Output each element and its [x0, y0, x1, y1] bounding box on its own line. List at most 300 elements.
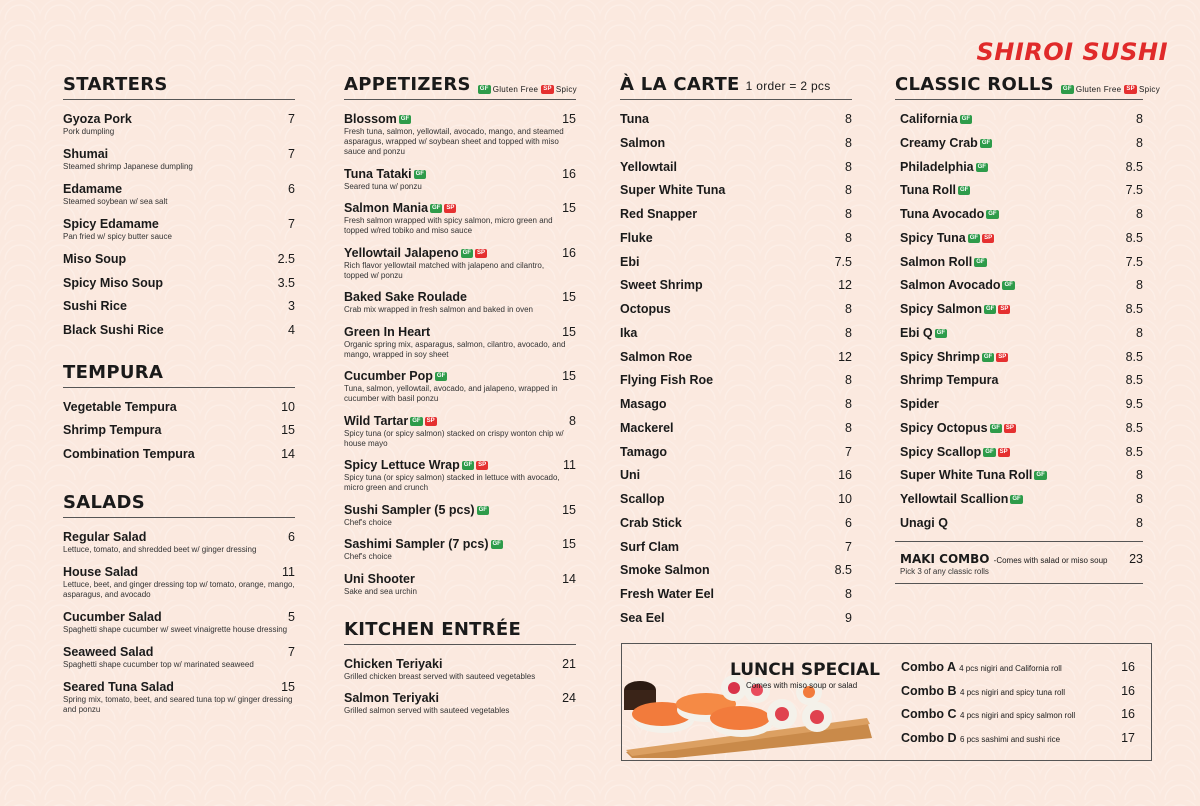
item-name-wrap [900, 255, 987, 270]
item-name: Chicken Teriyaki [344, 656, 443, 671]
item-price: 14 [281, 446, 295, 461]
item-price: 9.5 [1125, 397, 1143, 411]
section-title: STARTERS [63, 74, 295, 100]
menu-item [344, 657, 576, 682]
item-name-wrap [620, 207, 697, 222]
menu-item-row [620, 445, 852, 460]
item-name: Gyoza Pork [63, 112, 132, 126]
item-name-wrap [63, 299, 127, 314]
item-price: 8.5 [1125, 230, 1143, 245]
menu-item [344, 414, 576, 449]
item-name: Shumai [63, 147, 109, 161]
item-name: Ebi [620, 254, 640, 269]
section-title: TEMPURA [63, 362, 295, 388]
item-price: 8.5 [1125, 302, 1143, 316]
item-name: Salmon Roe [620, 349, 693, 364]
menu-item-row [344, 325, 576, 340]
item-name-wrap [900, 397, 939, 412]
combo-name: Combo B [901, 683, 957, 698]
item-name-wrap [63, 147, 108, 162]
spicy-badge: SP [1000, 306, 1009, 313]
item-price: 8.5 [1125, 349, 1143, 364]
item-price: 6 [288, 529, 295, 544]
menu-item-row [63, 147, 295, 162]
menu-item [344, 572, 576, 597]
menu-item [900, 183, 1143, 198]
item-name-wrap [900, 278, 1015, 293]
menu-item [620, 540, 852, 555]
menu-item [63, 252, 295, 267]
item-price: 7 [288, 147, 295, 161]
item-description: Seared tuna w/ ponzu [344, 181, 422, 191]
item-name-wrap [344, 414, 437, 429]
item-name-wrap [620, 611, 664, 626]
item-name-wrap [620, 587, 714, 602]
lunch-combo-list [901, 660, 1135, 754]
item-name: Salmon Avocado [900, 278, 1001, 293]
item-name: Sweet Shrimp [620, 278, 703, 293]
item-name-wrap [620, 397, 667, 412]
menu-item-row [620, 231, 852, 246]
item-name-wrap [344, 657, 442, 672]
menu-item-row [344, 503, 576, 518]
spicy-badge: SP [999, 448, 1008, 455]
lunch-combo-item [901, 684, 1135, 699]
item-name-wrap [620, 160, 677, 175]
item-name: Yellowtail Scallion [900, 492, 1009, 506]
item-price: 8 [845, 112, 852, 126]
item-description: Pick 3 of any classic rolls [900, 566, 989, 576]
item-name-wrap [900, 231, 994, 246]
menu-item-row [900, 373, 1143, 388]
gluten-free-badge: GF [976, 258, 985, 265]
item-name-wrap [344, 458, 488, 473]
item-price: 15 [562, 502, 576, 517]
item-name-wrap [620, 302, 671, 317]
menu-item [63, 147, 295, 172]
item-price: 16 [562, 166, 576, 181]
item-name: Edamame [63, 182, 123, 196]
item-name: Blossom [344, 112, 397, 126]
menu-item-row [900, 183, 1143, 198]
item-price: 7.5 [1125, 183, 1143, 198]
gluten-free-badge: GF [415, 170, 424, 177]
menu-item-row [344, 201, 576, 216]
menu-item-row [63, 645, 295, 660]
item-name-wrap [620, 563, 710, 578]
menu-item [900, 373, 1143, 388]
item-name-wrap [620, 540, 679, 555]
gluten-free-badge: GF [977, 163, 986, 170]
item-name-wrap [900, 112, 972, 127]
section-title: À LA CARTE [620, 74, 740, 95]
item-name: Sashimi Sampler (7 pcs) [344, 537, 489, 551]
gluten-free-badge: GF [960, 187, 969, 194]
legend-label: Gluten Free [1075, 85, 1122, 94]
menu-item [900, 445, 1143, 460]
item-description: Tuna, salmon, yellowtail, avocado, and jalapeno, wrapped in cucumber with basil ponzu [344, 384, 558, 403]
item-name: Masago [620, 397, 667, 411]
item-name-wrap [900, 445, 1010, 460]
item-name: Smoke Salmon [620, 563, 710, 578]
item-name: Tuna [620, 112, 649, 126]
item-description: Spicy tuna (or spicy salmon) stacked in lettuce with avocado, micro green and crunch [344, 473, 560, 492]
item-name: Miso Soup [63, 252, 127, 266]
menu-item-row [900, 255, 1143, 270]
item-price: 8 [1136, 492, 1143, 506]
item-name-wrap [344, 503, 489, 518]
item-name: Cucumber Pop [344, 369, 433, 383]
menu-item [344, 458, 576, 493]
gluten-free-badge: GF [432, 205, 441, 212]
menu-item [900, 160, 1143, 175]
gluten-free-badge: GF [462, 249, 471, 256]
lunch-combo-item [901, 731, 1135, 746]
menu-item-row [620, 421, 852, 436]
menu-item-row [63, 447, 295, 462]
item-price: 15 [562, 112, 576, 126]
section-title-row [344, 74, 576, 100]
item-name-wrap [344, 691, 439, 706]
menu-item [620, 231, 852, 246]
item-name: Combination Tempura [63, 446, 195, 461]
menu-item [900, 302, 1143, 317]
item-price: 15 [562, 537, 576, 551]
gluten-free-badge: GF [478, 506, 487, 513]
menu-item [63, 217, 295, 242]
section-title: CLASSIC ROLLS [895, 74, 1054, 95]
item-name: Spicy Octopus [900, 420, 988, 435]
menu-item-row [900, 136, 1143, 151]
lunch-special-title: LUNCH SPECIAL [730, 660, 880, 680]
menu-item [620, 611, 852, 626]
gluten-free-badge: GF [961, 116, 970, 123]
item-description: Lettuce, beet, and ginger dressing top w/ tomato, orange, mango, asparagus, and avocado [63, 579, 295, 599]
spicy-badge: SP [426, 417, 435, 424]
item-name: Salmon Mania [344, 201, 429, 215]
item-name-wrap [900, 302, 1010, 317]
column-3 [620, 74, 852, 635]
gluten-free-badge: GF [1012, 496, 1021, 503]
item-price: 8 [845, 325, 852, 340]
item-name: Cucumber Salad [63, 609, 162, 624]
menu-item-row [620, 183, 852, 198]
item-name: Ika [620, 325, 638, 340]
menu-item [344, 167, 576, 192]
item-price: 23 [1129, 551, 1143, 566]
item-name-wrap [620, 255, 639, 270]
menu-item [620, 326, 852, 341]
item-name: Tuna Avocado [900, 207, 985, 221]
menu-item-row [620, 540, 852, 555]
menu-item-row [344, 290, 576, 305]
menu-item [900, 421, 1143, 436]
item-name: Spicy Miso Soup [63, 275, 164, 290]
item-price: 15 [562, 290, 576, 304]
item-name: Spicy Scallop [900, 444, 982, 459]
item-description: Crab mix wrapped in fresh salmon and baked in oven [344, 305, 533, 314]
legend-label: Spicy [1138, 85, 1161, 94]
item-description: Lettuce, tomato, and shredded beet w/ ginger dressing [63, 544, 257, 554]
item-price: 8.5 [1125, 159, 1143, 174]
section-kitchen [344, 619, 576, 717]
item-description: Spaghetti shape cucumber top w/ marinated seaweed [63, 659, 254, 669]
menu-item-row [63, 276, 295, 291]
item-name-wrap [900, 160, 988, 175]
menu-item [620, 397, 852, 412]
item-name: Tuna Tataki [344, 166, 412, 181]
item-name: Vegetable Tempura [63, 399, 177, 414]
menu-item-row [63, 423, 295, 438]
item-price: 8 [845, 207, 852, 221]
item-name-wrap [63, 423, 161, 438]
menu-item [63, 323, 295, 338]
menu-item [620, 516, 852, 531]
item-name-wrap [344, 572, 415, 587]
menu-item-row [344, 691, 576, 706]
item-description: Chef's choice [344, 517, 392, 527]
menu-item-row [900, 207, 1143, 222]
menu-item-row [63, 323, 295, 338]
item-price: 8.5 [1125, 420, 1143, 435]
menu-item [344, 537, 576, 562]
item-name-wrap [900, 492, 1023, 507]
gluten-free-badge: GF [981, 139, 991, 146]
menu-item [900, 350, 1143, 365]
item-name-wrap [620, 183, 725, 198]
item-list [344, 657, 576, 717]
section-title-row [895, 74, 1161, 100]
section-title-row [620, 74, 852, 100]
item-price: 15 [281, 423, 295, 438]
item-name: Unagi Q [900, 515, 948, 530]
legend [1058, 85, 1160, 94]
gluten-free-badge: GF [479, 86, 489, 92]
item-price: 7 [845, 444, 852, 459]
item-name: Tamago [620, 444, 667, 459]
menu-item-row [620, 160, 852, 175]
item-name-wrap [620, 112, 649, 127]
menu-item-row [900, 326, 1143, 341]
menu-item-row [63, 299, 295, 314]
menu-item-row [620, 255, 852, 270]
item-list [63, 400, 295, 462]
item-name: Uni [620, 468, 641, 483]
combo-name: Combo C [901, 707, 957, 721]
item-price: 9 [845, 610, 852, 625]
item-description: Grilled chicken breast served with sauteed vegetables [344, 671, 536, 681]
item-name: Green In Heart [344, 324, 431, 339]
item-price: 8 [845, 135, 852, 150]
menu-item [63, 276, 295, 291]
lunch-combo-item [901, 707, 1135, 722]
item-price: 8 [845, 397, 852, 411]
menu-item-row [620, 207, 852, 222]
menu-item [900, 468, 1143, 483]
menu-item [900, 207, 1143, 222]
menu-item-row [344, 369, 576, 384]
menu-item [620, 350, 852, 365]
menu-item [900, 492, 1143, 507]
item-description: Pan fried w/ spicy butter sauce [63, 232, 172, 241]
item-name-wrap [63, 447, 195, 462]
item-name: Spicy Edamame [63, 217, 159, 231]
menu-item [620, 207, 852, 222]
maki-combo [895, 541, 1143, 584]
menu-item-row [620, 587, 852, 602]
item-price: 3 [288, 299, 295, 314]
item-price: 8 [1136, 135, 1143, 150]
gluten-free-badge: GF [436, 373, 446, 380]
item-name: Creamy Crab [900, 135, 978, 150]
item-name-wrap [900, 421, 1016, 436]
item-description: Spaghetti shape cucumber w/ sweet vinaigrette house dressing [63, 624, 288, 634]
item-name-wrap [620, 136, 665, 151]
menu-item-row [900, 397, 1143, 412]
menu-item-row [620, 326, 852, 341]
item-name: Sea Eel [620, 610, 665, 625]
item-price: 8.5 [1125, 444, 1143, 459]
menu-item-row [900, 278, 1143, 293]
menu-item-row [900, 160, 1143, 175]
brand-logo: SHIROI SUSHI [976, 38, 1168, 66]
item-name: Spicy Tuna [900, 230, 966, 245]
menu-item [63, 400, 295, 415]
spicy-badge: SP [1005, 424, 1014, 431]
menu-item [63, 423, 295, 438]
item-price: 10 [838, 492, 852, 506]
item-price: 8 [845, 373, 852, 388]
combo-description: 4 pcs nigiri and spicy salmon roll [960, 711, 1076, 720]
item-name-wrap [63, 530, 146, 545]
item-description: Fresh salmon wrapped with spicy salmon, micro green and topped w/red tobiko and miso sauce [344, 216, 553, 235]
menu-item [63, 680, 295, 715]
menu-item [620, 563, 852, 578]
menu-item-row [63, 530, 295, 545]
menu-item [620, 255, 852, 270]
item-name: Crab Stick [620, 515, 682, 530]
menu-item-row [620, 492, 852, 507]
menu-item-row [620, 611, 852, 626]
menu-item-row [63, 610, 295, 625]
legend-label: Spicy [555, 85, 577, 94]
menu-item-row [344, 112, 576, 127]
item-name: Super White Tuna [620, 183, 726, 198]
item-price: 3.5 [277, 275, 295, 290]
item-price: 5 [288, 609, 295, 624]
menu-item [620, 445, 852, 460]
gluten-free-badge: GF [463, 462, 473, 469]
item-name-wrap [63, 645, 153, 660]
combo-price: 16 [1121, 707, 1135, 721]
item-price: 2.5 [277, 252, 295, 266]
item-name-wrap [344, 325, 430, 340]
menu-item-row [344, 572, 576, 587]
menu-item [620, 278, 852, 293]
item-name-wrap [900, 183, 970, 198]
column-4 [895, 74, 1161, 584]
menu-item-row [63, 400, 295, 415]
menu-item [63, 610, 295, 635]
lunch-special-subtitle: Comes with miso soup or salad [746, 681, 858, 690]
menu-item [900, 112, 1143, 127]
item-price: 11 [282, 564, 295, 579]
menu-item [344, 246, 576, 281]
menu-item [900, 397, 1143, 412]
item-name: Black Sushi Rice [63, 322, 164, 337]
item-description: Steamed shrimp Japanese dumpling [63, 162, 193, 171]
item-price: 8 [845, 302, 852, 316]
menu-item-row [344, 414, 576, 429]
gluten-free-badge: GF [969, 234, 979, 241]
combo-price: 16 [1121, 683, 1135, 698]
item-name-wrap [900, 326, 947, 341]
item-price: 7 [288, 217, 295, 231]
menu-item-row [900, 112, 1143, 127]
menu-item [900, 231, 1143, 246]
item-price: 7 [288, 112, 295, 126]
item-name-wrap [620, 445, 667, 460]
item-price: 15 [562, 324, 576, 339]
spicy-badge: SP [543, 86, 552, 92]
item-name-wrap [63, 276, 163, 291]
column-2 [344, 74, 576, 726]
spicy-badge: SP [998, 353, 1007, 360]
item-name-wrap [63, 400, 177, 415]
menu-item [63, 112, 295, 137]
item-price: 11 [563, 458, 576, 472]
item-name-wrap [620, 373, 713, 388]
item-name-wrap [900, 350, 1008, 365]
item-list [63, 112, 295, 338]
item-name: Philadelphia [900, 159, 974, 174]
item-list [895, 112, 1143, 531]
spicy-badge: SP [1126, 86, 1135, 92]
menu-item-row [900, 421, 1143, 436]
menu-item-row [900, 492, 1143, 507]
menu-item-row [63, 112, 295, 127]
item-price: 7.5 [1125, 254, 1143, 269]
menu-item [344, 369, 576, 404]
menu-item-row [900, 231, 1143, 246]
lunch-combo-item [901, 660, 1135, 675]
section-alacarte [620, 74, 852, 626]
item-name: Red Snapper [620, 207, 698, 221]
item-price: 7 [845, 539, 852, 554]
item-name: Sushi Sampler (5 pcs) [344, 502, 475, 517]
menu-item [620, 112, 852, 127]
item-name-wrap [900, 373, 998, 388]
item-description: Spring mix, tomato, beet, and seared tuna top w/ ginger dressing and ponzu [63, 694, 293, 714]
gluten-free-badge: GF [1062, 86, 1072, 92]
item-price: 6 [845, 515, 852, 530]
section-salads [63, 492, 295, 715]
menu-item-row [63, 680, 295, 695]
item-name-wrap [63, 610, 162, 625]
menu-item [344, 201, 576, 236]
menu-item [63, 530, 295, 555]
menu-item-row [344, 657, 576, 672]
menu-item [63, 645, 295, 670]
menu-item-row [344, 458, 576, 473]
combo-description: 6 pcs sashimi and sushi rice [960, 734, 1061, 744]
item-price: 14 [562, 571, 576, 586]
item-name-wrap [620, 516, 682, 531]
item-price: 7.5 [834, 254, 852, 269]
item-name: California [900, 112, 958, 126]
item-price: 12 [838, 349, 852, 364]
menu-item-row [900, 516, 1143, 531]
